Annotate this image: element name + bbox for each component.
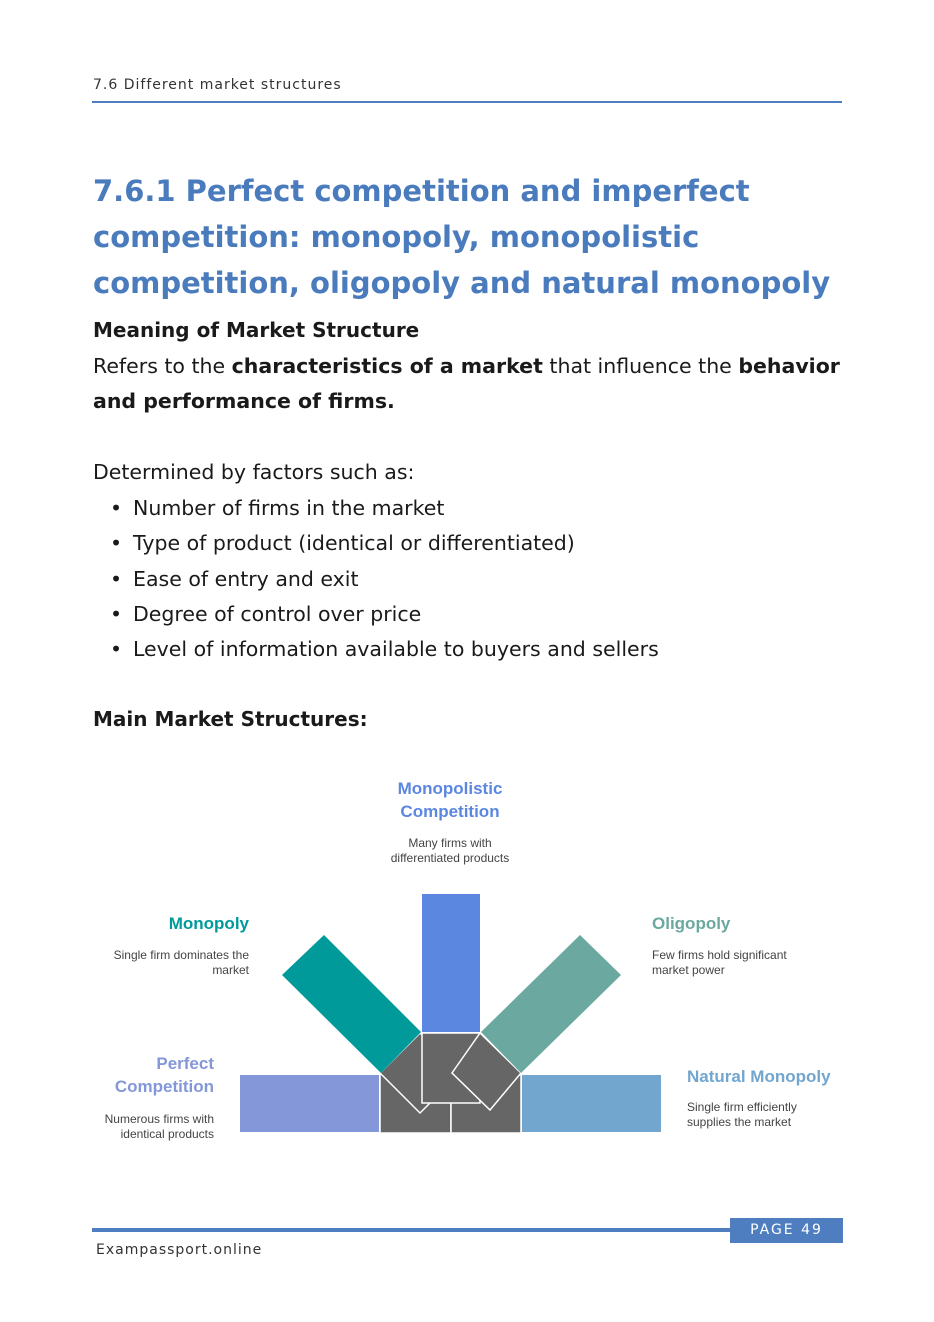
monopolistic-title-2: Competition <box>400 802 500 821</box>
perfect-title-1: Perfect <box>156 1054 214 1073</box>
page-number: PAGE 49 <box>730 1218 843 1243</box>
natural-monopoly-desc-2: supplies the market <box>687 1115 792 1129</box>
oligopoly-desc-2: market power <box>652 963 725 977</box>
running-header: 7.6 Different market structures <box>93 77 342 93</box>
monopoly-desc-2: market <box>212 963 249 977</box>
footer-site: Exampassport.online <box>96 1242 263 1258</box>
natural-monopoly-title: Natural Monopoly <box>687 1067 831 1086</box>
monopoly-bar <box>282 935 421 1073</box>
perfect-desc-1: Numerous firms with <box>104 1112 214 1126</box>
oligopoly-bar <box>481 935 621 1073</box>
factors-list <box>110 491 659 667</box>
page-title: 7.6.1 Perfect competition and imperfect competition: monopoly, monopolistic competition, oligopoly and natural monopoly <box>93 174 831 300</box>
list-item: • Degree of control over price <box>110 597 659 632</box>
list-item: • Ease of entry and exit <box>110 562 659 597</box>
perfect-competition-bar <box>240 1075 379 1132</box>
meaning-heading: Meaning of Market Structure <box>93 318 420 342</box>
monopolistic-desc-1: Many firms with <box>408 836 492 850</box>
factors-intro: Determined by factors such as: <box>93 460 415 484</box>
meaning-paragraph <box>93 349 855 419</box>
meaning-text-2: that influence the <box>542 354 739 378</box>
monopolistic-competition-bar <box>422 894 480 1032</box>
list-item: • Number of firms in the market <box>110 491 659 526</box>
footer-rule <box>92 1228 732 1232</box>
perfect-desc-2: identical products <box>120 1127 214 1141</box>
meaning-bold-1: characteristics of a market <box>231 354 543 378</box>
monopoly-desc-1: Single firm dominates the <box>113 948 249 962</box>
oligopoly-title: Oligopoly <box>652 914 731 933</box>
list-item: • Type of product (identical or differentiated) <box>110 526 659 561</box>
natural-monopoly-bar <box>522 1075 661 1132</box>
list-item: • Level of information available to buyers and sellers <box>110 632 659 667</box>
market-structures-diagram <box>80 770 860 1170</box>
monopoly-title: Monopoly <box>168 914 249 933</box>
natural-monopoly-desc-1: Single firm efficiently <box>687 1100 797 1114</box>
main-structures-heading: Main Market Structures: <box>93 707 368 731</box>
oligopoly-desc-1: Few firms hold significant <box>652 948 787 962</box>
meaning-bold-2: behavior and performance of firms. <box>93 354 840 413</box>
perfect-title-2: Competition <box>114 1077 214 1096</box>
header-rule <box>92 101 842 103</box>
monopolistic-title-1: Monopolistic <box>397 779 503 798</box>
monopolistic-desc-2: differentiated products <box>390 851 510 865</box>
meaning-text-1: Refers to the <box>93 354 232 378</box>
